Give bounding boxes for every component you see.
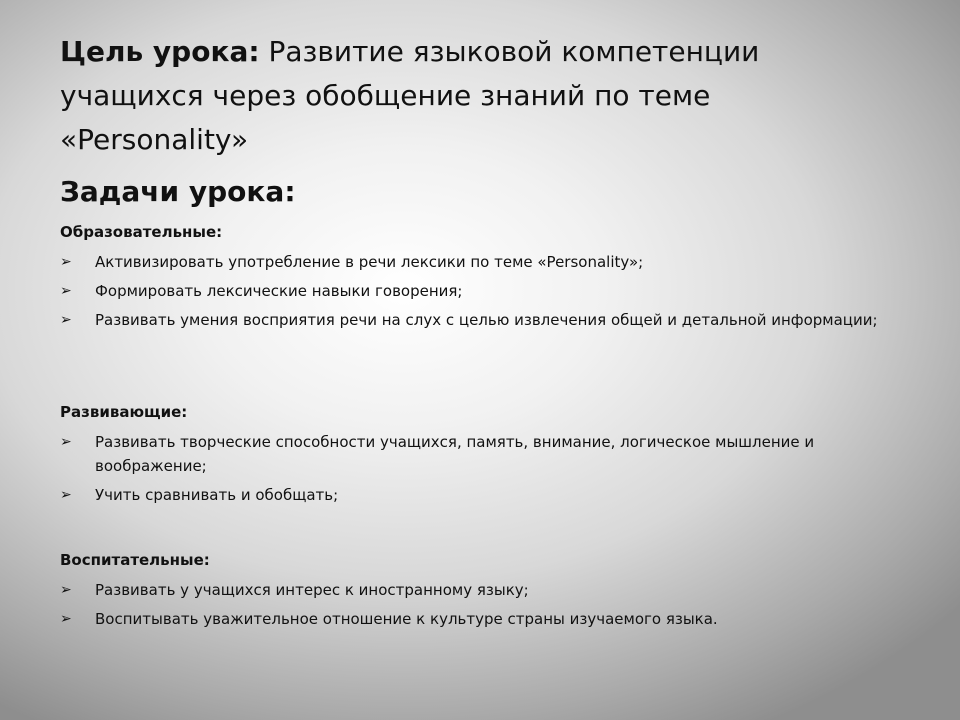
bullet-list-upbringing: [60, 578, 900, 631]
list-item-text: Формировать лексические навыки говорения;: [95, 282, 463, 300]
tasks-title: Задачи урока:: [60, 175, 296, 208]
list-item-text: Учить сравнивать и обобщать;: [95, 486, 339, 504]
bullet-list-developmental: [60, 430, 900, 507]
list-item-text: Развивать творческие способности учащихся, память, внимание, логическое мышление и воображение;: [95, 433, 815, 475]
list-item-text: Воспитывать уважительное отношение к культуре страны изучаемого языка.: [95, 610, 718, 628]
section-heading-developmental: Развивающие:: [60, 403, 188, 421]
lesson-goal: [60, 30, 900, 162]
section-educational: [60, 222, 900, 337]
lesson-goal-text: Развитие языковой компетенции учащихся через обобщение знаний по теме «Personality»: [60, 35, 760, 156]
arrow-bullet-icon: ➢: [60, 582, 72, 598]
arrow-bullet-icon: ➢: [60, 487, 72, 503]
list-item: [60, 279, 900, 303]
list-item: [60, 578, 900, 602]
list-item-text: Активизировать употребление в речи лексики по теме «Personality»;: [95, 253, 644, 271]
list-item-text: Развивать у учащихся интерес к иностранному языку;: [95, 581, 529, 599]
list-item: [60, 483, 900, 507]
section-upbringing: [60, 550, 900, 636]
list-item-text: Развивать умения восприятия речи на слух с целью извлечения общей и детальной информации;: [95, 311, 878, 329]
arrow-bullet-icon: ➢: [60, 434, 72, 450]
arrow-bullet-icon: ➢: [60, 283, 72, 299]
list-item: [60, 430, 900, 478]
list-item: [60, 607, 900, 631]
section-heading-upbringing: Воспитательные:: [60, 551, 210, 569]
arrow-bullet-icon: ➢: [60, 254, 72, 270]
bullet-list-educational: [60, 250, 900, 332]
arrow-bullet-icon: ➢: [60, 312, 72, 328]
arrow-bullet-icon: ➢: [60, 611, 72, 627]
lesson-goal-label: Цель урока:: [60, 35, 260, 68]
list-item: [60, 250, 900, 274]
list-item: [60, 308, 900, 332]
section-heading-educational: Образовательные:: [60, 223, 223, 241]
section-developmental: [60, 402, 900, 512]
